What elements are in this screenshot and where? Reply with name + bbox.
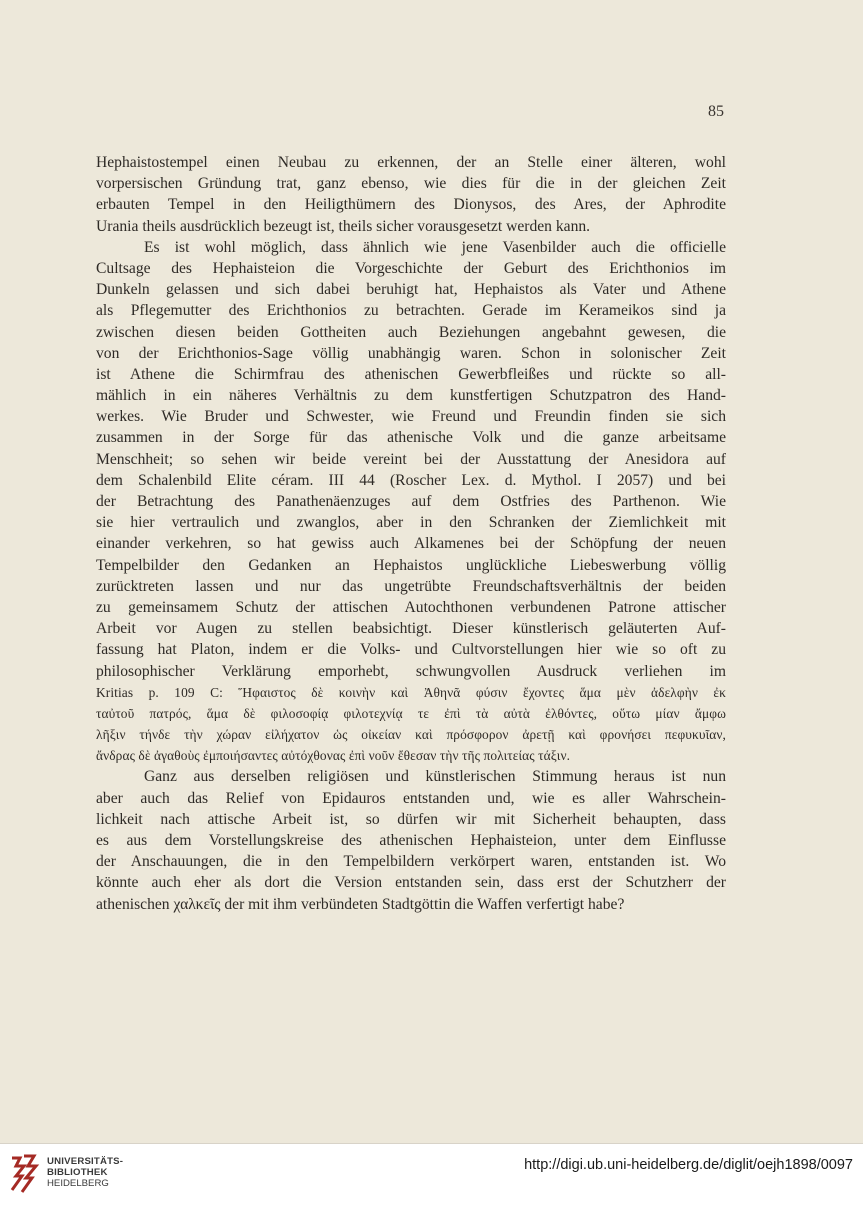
text-line: erbauten Tempel in den Heiligthümern des Dionysos, des Ares, der Aphrodite bbox=[96, 196, 726, 214]
text-line: fassung hat Platon, indem er die Volks- und Cultvorstellungen hier wie so oft zu bbox=[96, 641, 726, 659]
text-line: zwischen diesen beiden Gottheiten auch Beziehungen angebahnt gewesen, die bbox=[96, 323, 726, 341]
text-line: von der Erichthonios-Sage völlig unabhängig waren. Schon in solonischer Zeit bbox=[96, 344, 726, 362]
text-line: Arbeit vor Augen zu stellen beabsichtigt. Dieser künstlerisch geläuterten Auf- bbox=[96, 620, 726, 638]
page-number: 85 bbox=[708, 103, 724, 120]
text-line: athenischen χαλκεῖς der mit ihm verbündeten Stadtgöttin die Waffen verfertigt habe? bbox=[96, 895, 625, 913]
text-line: der Betrachtung des Panathenäenzuges auf dem Ostfries des Parthenon. Wie bbox=[96, 493, 726, 510]
text-line: zurücktreten lassen und nur das ungetrübte Freundschaftsverhältnis der beiden bbox=[96, 577, 726, 595]
text-line: lichkeit nach attische Arbeit ist, so dürfen wir mit Sicherheit behaupten, dass bbox=[96, 810, 726, 828]
footer-bar bbox=[0, 1143, 863, 1206]
text-line: sie hier vertraulich und zwanglos, aber in den Schranken der Ziemlichkeit mit bbox=[96, 514, 726, 532]
text-line: philosophischer Verklärung emporhebt, schwungvollen Ausdruck verliehen im bbox=[96, 662, 726, 680]
text-line: einander verkehren, so hat gewiss auch Alkamenes bei der Schöpfung der neuen bbox=[96, 535, 726, 553]
text-line: Ganz aus derselben religiösen und künstlerischen Stimmung heraus ist nun bbox=[144, 768, 726, 786]
text-line: Dunkeln gelassen und sich dabei beruhigt hat, Hephaistos als Vater und Athene bbox=[96, 281, 726, 299]
text-line: Kritias p. 109 C: Ἥφαιστος δὲ κοινὴν καὶ Ἀθηνᾶ φύσιν ἔχοντες ἅμα μὲν ἀδελφὴν ἐκ bbox=[96, 684, 726, 700]
text-line: ταὐτοῦ πατρός, ἅμα δὲ φιλοσοφίᾳ φιλοτεχνίᾳ τε ἐπὶ τὰ αὐτὰ ἐλθόντες, οὕτω μίαν ἄμφω bbox=[96, 705, 726, 721]
text-line: λῆξιν τήνδε τὴν χώραν εἰλήχατον ὡς οἰκείαν καὶ πρόσφορον ἀρετῇ καὶ φρονήσει πεφυκυῖαν, bbox=[96, 727, 726, 743]
text-line: dem Schalenbild Elite céram. III 44 (Roscher Lex. d. Mythol. I 2057) und bei bbox=[96, 471, 726, 489]
library-name-line-3: HEIDELBERG bbox=[47, 1178, 109, 1189]
text-line: ist Athene die Schirmfrau des athenischen Gewerbfleißes und rückte so all- bbox=[96, 365, 726, 383]
text-line: es aus dem Vorstellungskreise des athenischen Hephaisteion, unter dem Einflusse bbox=[96, 832, 726, 849]
text-line: ἄνδρας δὲ ἀγαθοὺς ἐμποιήσαντες αὐτόχθονας ἐπὶ νοῦν ἔθεσαν τὴν τῆς πολιτείας τάξιν. bbox=[96, 748, 571, 764]
text-line: werkes. Wie Bruder und Schwester, wie Freund und Freundin finden sie sich bbox=[96, 408, 726, 426]
library-name-line-1: UNIVERSITÄTS- bbox=[47, 1156, 124, 1167]
text-line: vorpersischen Gründung trat, ganz ebenso, wie dies für die in der gleichen Zeit bbox=[96, 175, 726, 193]
text-line: als Pflegemutter des Erichthonios zu betrachten. Gerade im Kerameikos sind ja bbox=[96, 302, 726, 320]
library-name bbox=[47, 1156, 123, 1189]
library-name-line-2: BIBLIOTHEK bbox=[47, 1167, 108, 1178]
source-url[interactable]: http://digi.ub.uni-heidelberg.de/diglit/oejh1898/0097 bbox=[524, 1157, 853, 1173]
text-line: zusammen in der Sorge für das athenische Volk und die ganze arbeitsame bbox=[96, 429, 726, 447]
text-line: könnte auch eher als dort die Version entstanden sein, dass erst der Schutzherr der bbox=[96, 874, 726, 892]
text-line: der Anschauungen, die in den Tempelbildern verkörpert waren, entstanden ist. Wo bbox=[96, 853, 726, 871]
text-line: mählich in ein näheres Verhältnis zu dem kunstfertigen Schutzpatron des Hand- bbox=[96, 387, 726, 405]
text-line: Urania theils ausdrücklich bezeugt ist, theils sicher vorausgesetzt werden kann. bbox=[96, 217, 591, 235]
text-line: Es ist wohl möglich, dass ähnlich wie jene Vasenbilder auch die officielle bbox=[144, 238, 726, 256]
text-line: aber auch das Relief von Epidauros entstanden und, wie es aller Wahrschein- bbox=[96, 789, 726, 807]
text-line: Cultsage des Hephaisteion die Vorgeschichte der Geburt des Erichthonios im bbox=[96, 259, 726, 277]
university-library-logo-icon bbox=[6, 1152, 42, 1194]
text-line: zu gemeinsamem Schutz der attischen Autochthonen verbundenen Patrone attischer bbox=[96, 598, 726, 616]
body-text bbox=[96, 152, 726, 915]
text-line: Menschheit; so sehen wir beide vereint bei der Ausstattung der Anesidora auf bbox=[96, 450, 726, 468]
text-line: Hephaistostempel einen Neubau zu erkennen, der an Stelle einer älteren, wohl bbox=[96, 154, 726, 171]
text-line: Tempelbilder den Gedanken an Hephaistos unglückliche Liebeswerbung völlig bbox=[96, 556, 726, 574]
